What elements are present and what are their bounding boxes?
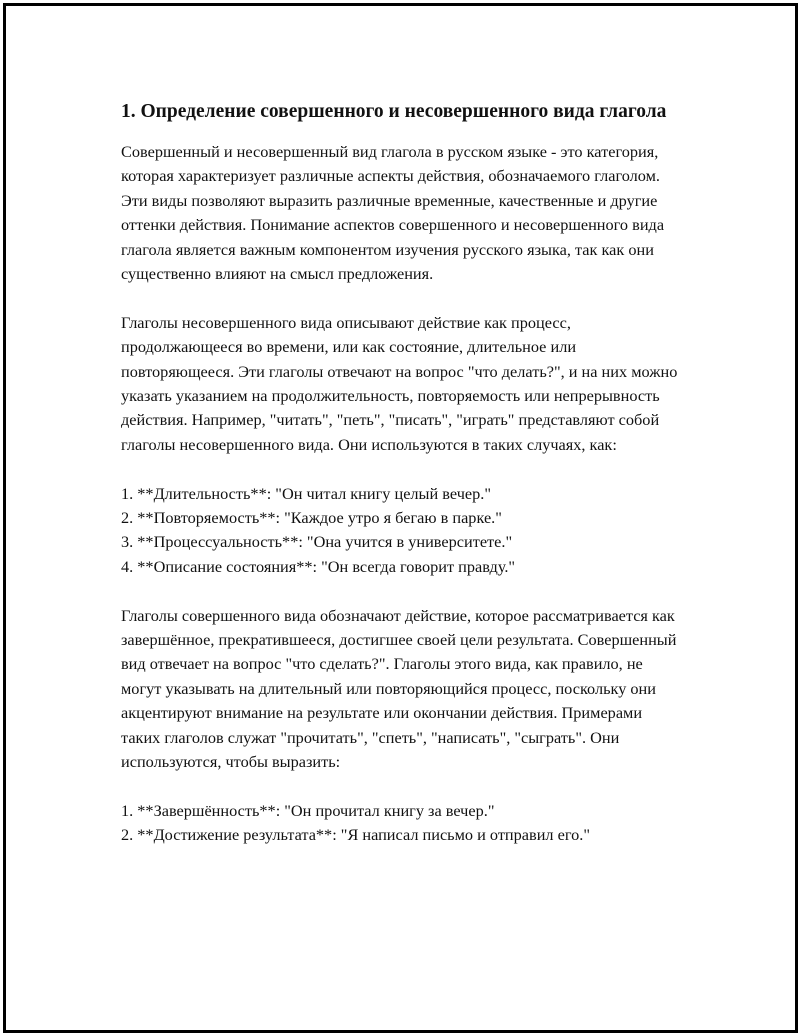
perfective-usage-list	[121, 799, 681, 848]
list-item: 1. **Длительность**: "Он читал книгу целый вечер."	[121, 483, 491, 503]
list-item: 4. **Описание состояния**: "Он всегда говорит правду."	[121, 556, 516, 576]
list-item: 2. **Достижение результата**: "Я написал письмо и отправил его."	[121, 825, 590, 845]
list-item: 3. **Процессуальность**: "Она учится в университете."	[121, 532, 513, 552]
page-frame	[3, 3, 798, 1033]
document-title: 1. Определение совершенного и несовершенного вида глагола	[121, 101, 667, 122]
list-item: 2. **Повторяемость**: "Каждое утро я бегаю в парке."	[121, 508, 502, 528]
list-item: 1. **Завершённость**: "Он прочитал книгу за вечер."	[121, 800, 495, 820]
paragraph-perfective: Глаголы совершенного вида обозначают действие, которое рассматривается как завершённое, прекратившееся, достигшее своей цели результата. Совершенный вид отвечает на вопрос "что сделать?". Глаголы этого вида, как правило, не могут указывать на длительный или повторяющийся процесс, поскольку они акцентируют внимание на результате или окончании действия. Примерами таких глаголов служат "прочитать", "спеть", "написать", "сыграть". Они используются, чтобы выразить:	[121, 605, 677, 772]
imperfective-usage-list	[121, 482, 681, 580]
paragraph-imperfective: Глаголы несовершенного вида описывают действие как процесс, продолжающееся во времени, или как состояние, длительное или повторяющееся. Эти глаголы отвечают на вопрос "что делать?", и на них можно указать указанием на продолжительность, повторяемость или непрерывность действия. Например, "читать", "петь", "писать", "играть" представляют собой глаголы несовершенного вида. Они используются в таких случаях, как:	[121, 312, 678, 454]
paragraph-intro: Совершенный и несовершенный вид глагола в русском языке - это категория, которая характеризует различные аспекты действия, обозначаемого глаголом. Эти виды позволяют выразить различные временные, качественные и другие оттенки действия. Понимание аспектов совершенного и несовершенного вида глагола является важным компонентом изучения русского языка, так как они существенно влияют на смысл предложения.	[121, 142, 665, 284]
document-body	[121, 98, 681, 872]
